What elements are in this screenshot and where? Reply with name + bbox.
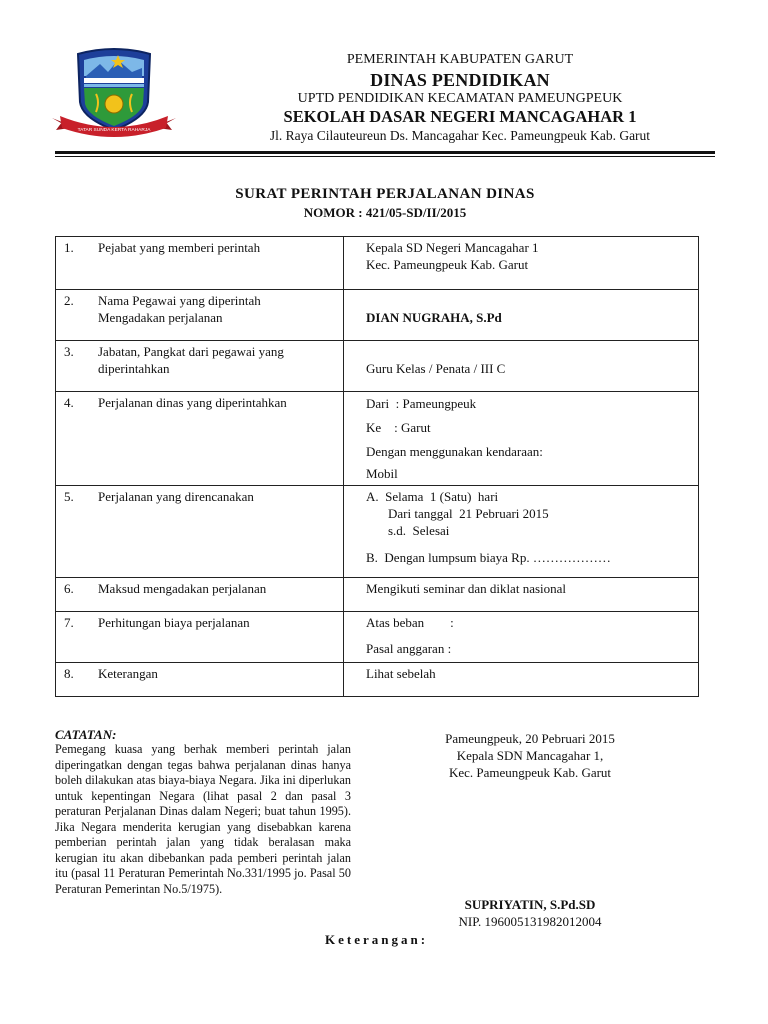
label-line: Perjalanan dinas yang diperintahkan xyxy=(98,395,287,410)
table-row xyxy=(56,290,699,341)
row-label-cell xyxy=(56,612,344,663)
garut-regency-logo xyxy=(48,46,180,142)
row-label xyxy=(98,665,158,682)
value-line: Kepala SD Negeri Mancagahar 1 xyxy=(366,240,539,255)
header-rule-thin xyxy=(55,156,715,157)
row-value-cell xyxy=(344,341,699,392)
row-label xyxy=(98,343,284,377)
table-row xyxy=(56,578,699,612)
header-address: Jl. Raya Cilauteureun Ds. Mancagahar Kec. Pameungpeuk Kab. Garut xyxy=(269,128,651,143)
value-line: B. Dengan lumpsum biaya Rp. ……………… xyxy=(366,550,611,565)
value-line: Dengan menggunakan kendaraan: xyxy=(366,444,543,459)
row-number: 4. xyxy=(64,395,74,410)
header-government: PEMERINTAH KABUPATEN GARUT xyxy=(346,52,574,67)
table-row xyxy=(56,486,699,578)
table-row xyxy=(56,341,699,392)
row-number: 6. xyxy=(64,581,74,596)
table-row xyxy=(56,663,699,697)
row-label-cell xyxy=(56,290,344,341)
header-school: SEKOLAH DASAR NEGERI MANCAGAHAR 1 xyxy=(283,107,637,126)
row-value-cell xyxy=(344,392,699,486)
table-row xyxy=(56,612,699,663)
table-row xyxy=(56,237,699,290)
row-label xyxy=(98,292,261,326)
row-number: 1. xyxy=(64,240,74,255)
value-line: Dari tanggal 21 Pebruari 2015 xyxy=(388,506,549,521)
label-line: diperintahkan xyxy=(98,361,170,376)
footer-keterangan: Keterangan: xyxy=(325,932,429,947)
label-line: Nama Pegawai yang diperintah xyxy=(98,293,261,308)
label-line: Jabatan, Pangkat dari pegawai yang xyxy=(98,344,284,359)
value-line: Mobil xyxy=(366,466,398,481)
label-line: Pejabat yang memberi perintah xyxy=(98,240,261,255)
label-line: Perjalanan yang direncanakan xyxy=(98,489,254,504)
row-label-cell xyxy=(56,237,344,290)
signature-place-date: Pameungpeuk, 20 Pebruari 2015 xyxy=(445,731,615,746)
value-line: Lihat sebelah xyxy=(366,666,436,681)
value-line: Mengikuti seminar dan diklat nasional xyxy=(366,581,567,596)
sppd-table xyxy=(55,236,699,697)
signature-block xyxy=(410,730,650,781)
row-number: 7. xyxy=(64,615,74,630)
value-line: A. Selama 1 (Satu) hari xyxy=(366,489,499,504)
employee-name: DIAN NUGRAHA, S.Pd xyxy=(366,310,502,325)
row-value-cell xyxy=(344,612,699,663)
header-agency: DINAS PENDIDIKAN xyxy=(370,70,550,90)
label-line: Mengadakan perjalanan xyxy=(98,310,223,325)
row-label xyxy=(98,614,250,631)
table-row xyxy=(56,392,699,486)
catatan-text: Pemegang kuasa yang berhak memberi perintah jalan diperingatkan dengan tegas bahwa perjalanan dinas hanya boleh dilakukan atas biaya-biaya Negara. Jika ini diperlukan untuk kepentingan Negara (lihat pasal 2 dan pasal 3 peraturan Perjalanan Dinas dalam Negeri; buat tahun 1995). Jika Negara menderita kerugian yang disebabkan karena pemberian perintah jalan yang tidak beralasan maka kerugian itu akan dibebankan pada pemberi perintah jalan itu (pasal 11 Peraturan Pemerintah No.331/1995 jo. Pasal 50 Peraturan Pemerintan No.5/1975). xyxy=(55,742,351,896)
row-label xyxy=(98,394,287,411)
row-label-cell xyxy=(56,663,344,697)
row-value-cell xyxy=(344,486,699,578)
row-label xyxy=(98,239,260,256)
document-number: NOMOR : 421/05-SD/II/2015 xyxy=(303,205,467,220)
label-line: Perhitungan biaya perjalanan xyxy=(98,615,250,630)
row-label-cell xyxy=(56,578,344,612)
row-number: 5. xyxy=(64,489,74,504)
row-value-cell xyxy=(344,290,699,341)
row-label xyxy=(98,580,266,597)
row-value-cell xyxy=(344,663,699,697)
signature-location: Kec. Pameungpeuk Kab. Garut xyxy=(448,765,612,780)
value-line: Dari : Pameungpeuk xyxy=(366,396,477,411)
signatory-nip: NIP. 196005131982012004 xyxy=(458,914,602,929)
logo-ribbon-text: TATAR SUNDA KERTA RAHARJA xyxy=(77,128,151,133)
label-line: Keterangan xyxy=(98,666,158,681)
value-line: s.d. Selesai xyxy=(388,523,450,538)
row-label-cell xyxy=(56,486,344,578)
value-line: Atas beban : xyxy=(366,615,454,630)
row-label-cell xyxy=(56,392,344,486)
row-label-cell xyxy=(56,341,344,392)
catatan-heading: CATATAN: xyxy=(55,727,117,742)
row-number: 3. xyxy=(64,344,74,359)
header-uptd: UPTD PENDIDIKAN KECAMATAN PAMEUNGPEUK xyxy=(297,91,623,106)
signature-position: Kepala SDN Mancagahar 1, xyxy=(456,748,604,763)
row-number: 8. xyxy=(64,666,74,681)
signatory-name: SUPRIYATIN, S.Pd.SD xyxy=(464,897,596,912)
row-value-cell xyxy=(344,578,699,612)
document-title: SURAT PERINTAH PERJALANAN DINAS xyxy=(235,186,535,202)
value-line: Guru Kelas / Penata / III C xyxy=(366,361,506,376)
row-value-cell xyxy=(344,237,699,290)
label-line: Maksud mengadakan perjalanan xyxy=(98,581,267,596)
row-number: 2. xyxy=(64,293,74,308)
value-line: Pasal anggaran : xyxy=(366,641,452,656)
value-line: Kec. Pameungpeuk Kab. Garut xyxy=(366,257,529,272)
value-line: Ke : Garut xyxy=(366,420,431,435)
row-label xyxy=(98,488,254,505)
header-rule-thick xyxy=(55,151,715,154)
